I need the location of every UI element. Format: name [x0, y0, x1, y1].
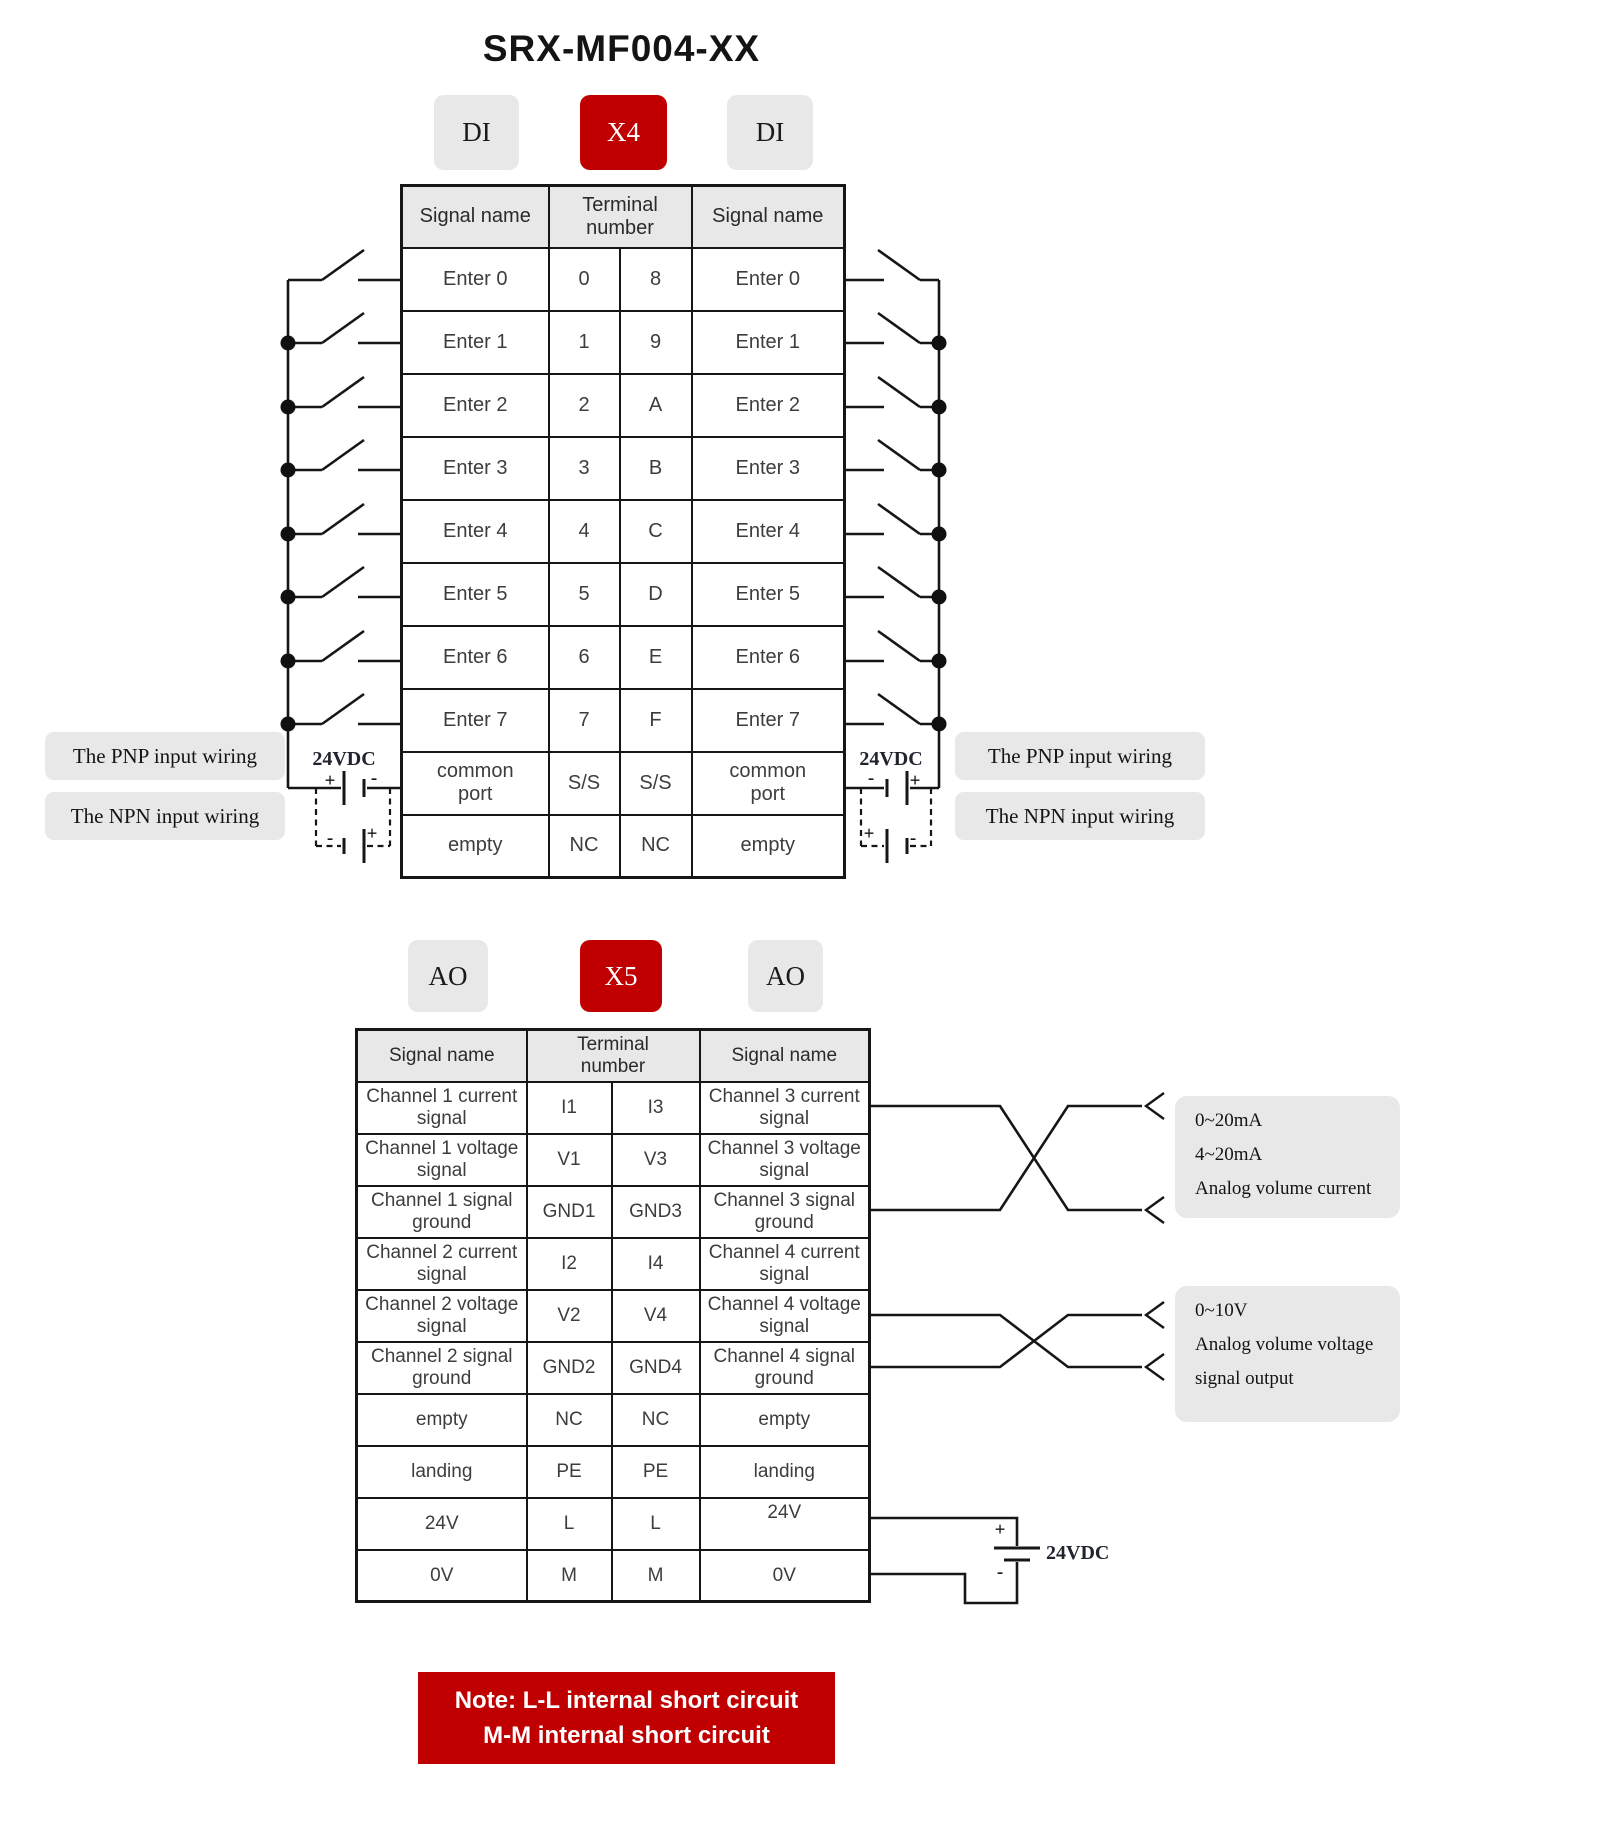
- terminal-number-cell: NC: [612, 1394, 700, 1446]
- terminal-number-cell: L: [612, 1498, 700, 1550]
- table-row: [357, 1290, 870, 1342]
- table-row: [357, 1082, 870, 1134]
- signal-name-header: Signal name: [357, 1030, 527, 1082]
- signal-name-header: Signal name: [402, 186, 549, 248]
- signal-name-cell: empty: [700, 1394, 870, 1446]
- ao-badge-left: AO: [408, 940, 488, 1012]
- signal-name-cell: 24V: [700, 1498, 870, 1550]
- page-title: SRX-MF004-XX: [482, 28, 761, 69]
- table-row: [357, 1446, 870, 1498]
- output-label-line: signal output: [1195, 1368, 1294, 1389]
- terminal-number-header: Terminal number: [549, 186, 692, 248]
- signal-name-cell: Channel 1 voltage signal: [357, 1134, 527, 1186]
- table-row: [402, 689, 845, 752]
- table-row: [357, 1394, 870, 1446]
- signal-name-cell: Enter 7: [402, 689, 549, 752]
- signal-name-cell: Enter 6: [692, 626, 845, 689]
- battery-plus-sign: +: [909, 770, 921, 792]
- terminal-number-cell: V1: [527, 1134, 612, 1186]
- terminal-number-cell: V3: [612, 1134, 700, 1186]
- terminal-number-cell: M: [612, 1550, 700, 1602]
- signal-name-cell: Enter 2: [692, 374, 845, 437]
- signal-name-cell: Channel 2 voltage signal: [357, 1290, 527, 1342]
- table-row: [357, 1342, 870, 1394]
- npn-wiring-label-left: The NPN input wiring: [45, 792, 285, 840]
- terminal-number-cell: I2: [527, 1238, 612, 1290]
- table-header-row: [402, 186, 845, 248]
- terminal-number-header: Terminal number: [527, 1030, 700, 1082]
- note-line: Note: L-L internal short circuit: [454, 1686, 799, 1714]
- signal-name-cell: Enter 1: [402, 311, 549, 374]
- di-terminal-table-wrap: [400, 184, 846, 879]
- signal-name-cell: landing: [357, 1446, 527, 1498]
- terminal-number-cell: PE: [527, 1446, 612, 1498]
- terminal-number-cell: A: [620, 374, 692, 437]
- signal-name-cell: Channel 2 current signal: [357, 1238, 527, 1290]
- ao-terminal-table-wrap: [355, 1028, 871, 1603]
- battery-plus-sign: +: [366, 823, 378, 845]
- battery-minus-sign: -: [909, 827, 917, 849]
- signal-name-cell: Enter 3: [402, 437, 549, 500]
- signal-name-cell: Enter 1: [692, 311, 845, 374]
- terminal-number-cell: GND1: [527, 1186, 612, 1238]
- output-label-line: Analog volume current: [1195, 1178, 1372, 1199]
- di-badge-right: DI: [727, 95, 813, 170]
- signal-name-cell: common port: [692, 752, 845, 815]
- signal-name-cell: Channel 4 current signal: [700, 1238, 870, 1290]
- signal-name-cell: Enter 4: [402, 500, 549, 563]
- signal-name-cell: Channel 3 current signal: [700, 1082, 870, 1134]
- table-row: [357, 1134, 870, 1186]
- npn-wiring-label-right: The NPN input wiring: [955, 792, 1205, 840]
- terminal-number-cell: L: [527, 1498, 612, 1550]
- battery-minus-sign: -: [326, 827, 334, 849]
- signal-name-cell: Enter 3: [692, 437, 845, 500]
- terminal-number-cell: V2: [527, 1290, 612, 1342]
- battery-minus-sign: -: [867, 767, 875, 789]
- signal-name-cell: Enter 7: [692, 689, 845, 752]
- table-row: [357, 1550, 870, 1602]
- terminal-number-cell: B: [620, 437, 692, 500]
- terminal-number-cell: 9: [620, 311, 692, 374]
- terminal-number-cell: I1: [527, 1082, 612, 1134]
- di-badge-left: DI: [434, 95, 519, 170]
- vdc-label-right: 24VDC: [859, 748, 923, 770]
- terminal-number-cell: 8: [620, 248, 692, 311]
- signal-name-cell: Channel 4 signal ground: [700, 1342, 870, 1394]
- signal-name-cell: Channel 1 signal ground: [357, 1186, 527, 1238]
- terminal-number-cell: V4: [612, 1290, 700, 1342]
- terminal-number-cell: 3: [549, 437, 620, 500]
- terminal-number-cell: 6: [549, 626, 620, 689]
- signal-name-cell: empty: [357, 1394, 527, 1446]
- vdc-label-left: 24VDC: [312, 748, 376, 770]
- table-row: [402, 815, 845, 878]
- signal-name-cell: Enter 0: [402, 248, 549, 311]
- signal-name-cell: empty: [402, 815, 549, 878]
- terminal-number-cell: GND3: [612, 1186, 700, 1238]
- terminal-number-cell: 2: [549, 374, 620, 437]
- battery-minus-sign: -: [996, 1561, 1004, 1583]
- terminal-number-cell: NC: [527, 1394, 612, 1446]
- table-row: [357, 1186, 870, 1238]
- signal-name-cell: Enter 6: [402, 626, 549, 689]
- terminal-number-cell: NC: [549, 815, 620, 878]
- pnp-wiring-label-left: The PNP input wiring: [45, 732, 285, 780]
- terminal-number-cell: E: [620, 626, 692, 689]
- signal-name-cell: common port: [402, 752, 549, 815]
- table-row: [402, 437, 845, 500]
- x5-connector-badge: X5: [580, 940, 662, 1012]
- terminal-number-cell: M: [527, 1550, 612, 1602]
- table-row: [402, 752, 845, 815]
- signal-name-cell: Channel 2 signal ground: [357, 1342, 527, 1394]
- signal-name-cell: 24V: [357, 1498, 527, 1550]
- terminal-number-cell: D: [620, 563, 692, 626]
- signal-name-cell: landing: [700, 1446, 870, 1498]
- signal-name-header: Signal name: [700, 1030, 870, 1082]
- signal-name-cell: Enter 4: [692, 500, 845, 563]
- note-line: M-M internal short circuit: [483, 1721, 770, 1749]
- signal-name-header: Signal name: [692, 186, 845, 248]
- signal-name-cell: Channel 3 signal ground: [700, 1186, 870, 1238]
- terminal-number-cell: C: [620, 500, 692, 563]
- output-label-line: 0~20mA: [1195, 1110, 1263, 1131]
- terminal-number-cell: GND4: [612, 1342, 700, 1394]
- table-row: [402, 374, 845, 437]
- terminal-number-cell: PE: [612, 1446, 700, 1498]
- battery-minus-sign: -: [370, 767, 378, 789]
- battery-plus-sign: +: [863, 823, 875, 845]
- terminal-number-cell: NC: [620, 815, 692, 878]
- table-row: [402, 248, 845, 311]
- terminal-number-cell: I4: [612, 1238, 700, 1290]
- table-row: [402, 563, 845, 626]
- signal-name-cell: empty: [692, 815, 845, 878]
- signal-name-cell: Channel 4 voltage signal: [700, 1290, 870, 1342]
- table-row: [402, 626, 845, 689]
- battery-plus-sign: +: [324, 770, 336, 792]
- signal-name-cell: Channel 1 current signal: [357, 1082, 527, 1134]
- di-terminal-table: [400, 184, 846, 879]
- terminal-number-cell: F: [620, 689, 692, 752]
- ao-terminal-table: [355, 1028, 871, 1603]
- table-row: [357, 1238, 870, 1290]
- table-row: [357, 1498, 870, 1550]
- signal-name-cell: 0V: [357, 1550, 527, 1602]
- signal-name-cell: Enter 5: [692, 563, 845, 626]
- terminal-number-cell: 7: [549, 689, 620, 752]
- output-label-line: 0~10V: [1195, 1300, 1248, 1321]
- table-header-row: [357, 1030, 870, 1082]
- table-row: [402, 311, 845, 374]
- output-label-line: 4~20mA: [1195, 1144, 1263, 1165]
- output-label-line: Analog volume voltage: [1195, 1334, 1374, 1355]
- battery-plus-sign: +: [994, 1519, 1006, 1541]
- x4-connector-badge: X4: [580, 95, 667, 170]
- terminal-number-cell: 0: [549, 248, 620, 311]
- vdc-label-supply: 24VDC: [1046, 1542, 1110, 1564]
- terminal-number-cell: GND2: [527, 1342, 612, 1394]
- signal-name-cell: Enter 5: [402, 563, 549, 626]
- table-row: [402, 500, 845, 563]
- pnp-wiring-label-right: The PNP input wiring: [955, 732, 1205, 780]
- signal-name-cell: Channel 3 voltage signal: [700, 1134, 870, 1186]
- note-box: [418, 1672, 835, 1764]
- terminal-number-cell: I3: [612, 1082, 700, 1134]
- terminal-number-cell: S/S: [549, 752, 620, 815]
- current-output-label: [1175, 1096, 1400, 1218]
- terminal-number-cell: 4: [549, 500, 620, 563]
- signal-name-cell: Enter 0: [692, 248, 845, 311]
- terminal-number-cell: S/S: [620, 752, 692, 815]
- signal-name-cell: 0V: [700, 1550, 870, 1602]
- terminal-number-cell: 1: [549, 311, 620, 374]
- voltage-output-label: [1175, 1286, 1400, 1422]
- terminal-number-cell: 5: [549, 563, 620, 626]
- ao-badge-right: AO: [748, 940, 823, 1012]
- signal-name-cell: Enter 2: [402, 374, 549, 437]
